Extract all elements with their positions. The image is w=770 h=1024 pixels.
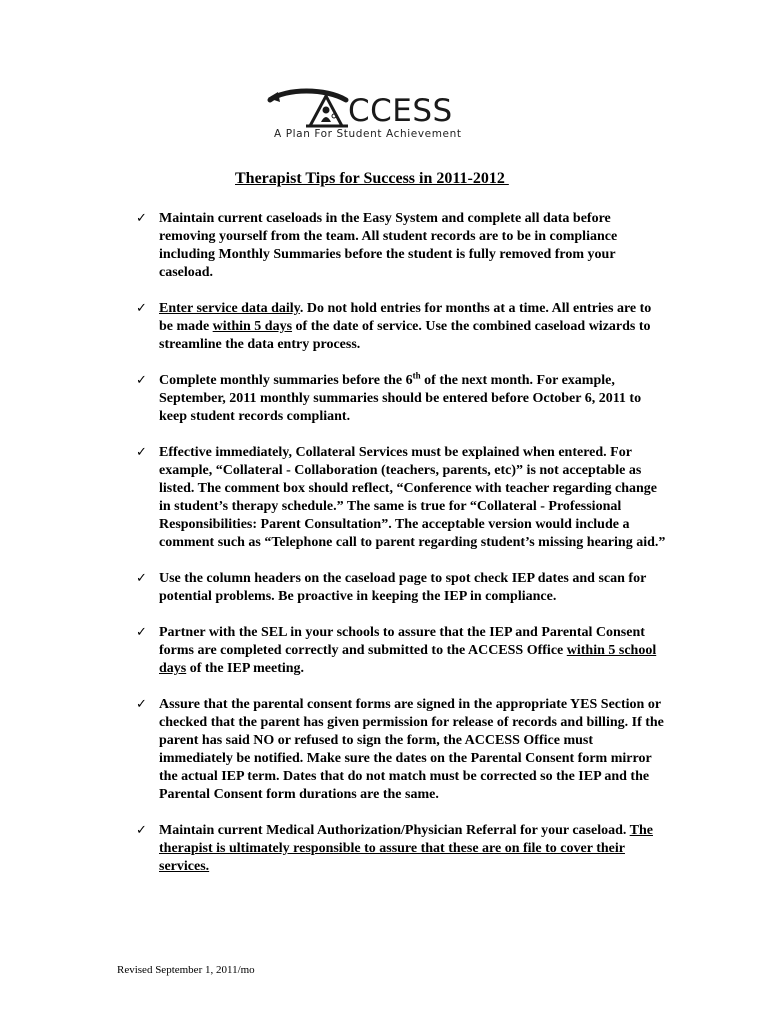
checkmark-icon: ✓: [136, 823, 147, 838]
tip-text: Complete monthly summaries before the 6: [159, 373, 413, 388]
tip-item: [136, 624, 666, 678]
tip-text: Partner with the SEL in your schools to assure that the IEP and Parental Consent forms are completed correctly and submitted to the ACCESS Office: [159, 625, 645, 658]
tip-emphasis: within 5 days: [212, 319, 293, 334]
checkmark-icon: ✓: [136, 445, 147, 460]
checkmark-icon: ✓: [136, 625, 147, 640]
checkmark-icon: ✓: [136, 697, 147, 712]
tip-item: [136, 210, 666, 282]
tip-text: Maintain current Medical Authorization/Physician Referral for your caseload.: [159, 823, 630, 838]
checkmark-icon: ✓: [136, 373, 147, 388]
tip-text: of the date of service. Use the combined caseload wizards to streamline the data entry process.: [159, 319, 651, 352]
access-logo: [266, 86, 506, 144]
tip-text: . Do not hold entries for months at a time. All entries are to be made: [159, 301, 652, 334]
tip-emphasis: The therapist is ultimately responsible to assure that these are on file to cover their services.: [159, 823, 653, 874]
tip-text: Effective immediately, Collateral Services must be explained when entered. For example, “Collateral - Collaboration (teachers, parents, etc)” is not acceptable as listed. The comment box should reflect, “Conference with teacher regarding change in student’s therapy schedule.” The same is true for “Collateral - Professional Responsibilities: Parent Consultation”. The acceptable version would include a comment such as “Telephone call to parent regarding student’s missing hearing aid.”: [159, 445, 666, 550]
tip-text: Use the column headers on the caseload page to spot check IEP dates and scan for potential problems. Be proactive in keeping the IEP in compliance.: [159, 571, 647, 604]
tip-item: [136, 372, 666, 426]
tip-text: of the IEP meeting.: [186, 661, 305, 676]
tip-text: of the next month. For example, September, 2011 monthly summaries should be entered before October 6, 2011 to keep student records compliant.: [159, 373, 642, 424]
tip-emphasis: Enter service data daily: [159, 301, 300, 316]
checkmark-icon: ✓: [136, 211, 147, 226]
checkmark-icon: ✓: [136, 301, 147, 316]
tip-item: [136, 696, 666, 804]
logo-wordmark: CCESS: [348, 93, 453, 129]
tip-item: [136, 300, 666, 354]
logo-tagline: A Plan For Student Achievement: [274, 128, 462, 140]
tip-item: [136, 570, 666, 606]
page-title: Therapist Tips for Success in 2011-2012: [235, 170, 509, 187]
tip-text: Maintain current caseloads in the Easy System and complete all data before removing yourself from the team. All student records are to be in compliance including Monthly Summaries before the student is fully removed from your caseload.: [159, 211, 618, 280]
tip-item: [136, 444, 666, 552]
tip-item: [136, 822, 666, 876]
tips-list: [136, 210, 666, 894]
tip-emphasis: within 5 school days: [159, 643, 657, 676]
revision-footer: Revised September 1, 2011/mo: [117, 964, 255, 976]
checkmark-icon: ✓: [136, 571, 147, 586]
tip-text: Assure that the parental consent forms are signed in the appropriate YES Section or checked that the parent has given permission for release of records and billing. If the parent has said NO or refused to sign the form, the ACCESS Office must immediately be notified. Make sure the dates on the Parental Consent form mirror the actual IEP term. Dates that do not match must be corrected so the IEP and the Parental Consent form durations are the same.: [159, 697, 664, 802]
ordinal-suffix: th: [412, 370, 421, 381]
